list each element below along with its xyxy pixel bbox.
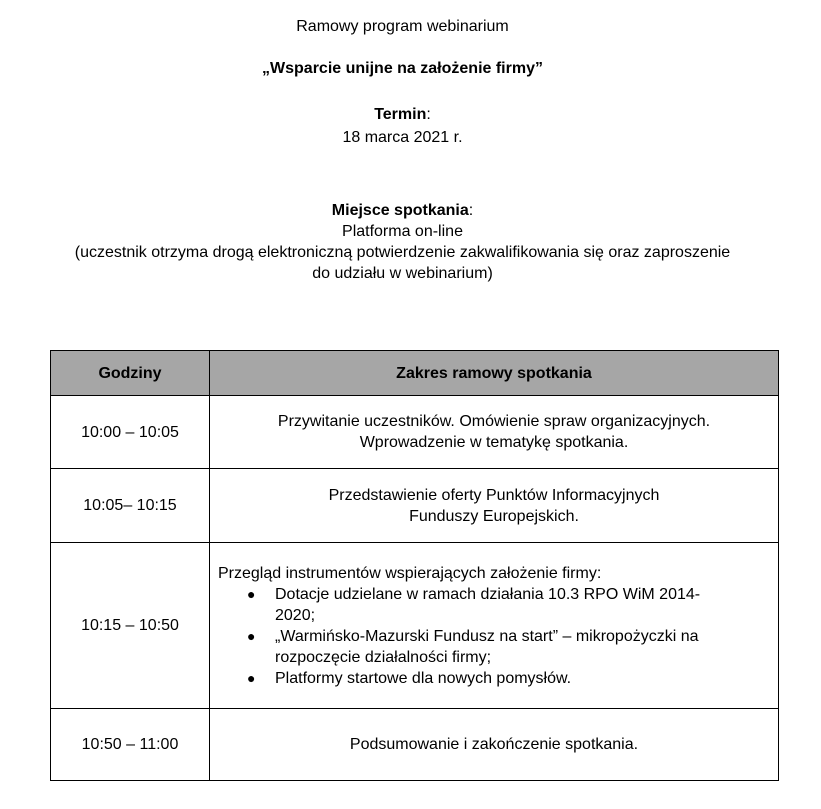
row-time: 10:00 – 10:05: [51, 396, 210, 469]
row-description: [210, 469, 779, 543]
bullet-icon: ●: [247, 669, 256, 686]
row-description: [210, 709, 779, 781]
list-item: [247, 626, 778, 668]
table-row: [51, 543, 779, 709]
term-date: 18 marca 2021 r.: [342, 129, 463, 146]
bullet-icon: ●: [247, 585, 256, 602]
row-description-line: Podsumowanie i zakończenie spotkania.: [349, 736, 639, 753]
place-heading: [0, 200, 805, 221]
place-note-line1: (uczestnik otrzyma drogą elektroniczną potwierdzenie zakwalifikowania się oraz zaproszenie: [74, 244, 731, 261]
list-item: [247, 584, 778, 626]
row-description-intro: Przegląd instrumentów wspierających założenie firmy:: [218, 564, 602, 582]
place-colon: :: [468, 202, 474, 219]
column-header-hours: Godziny: [51, 351, 210, 396]
row-description: [210, 543, 779, 709]
webinar-subtitle: Ramowy program webinarium: [296, 18, 509, 35]
row-description-line: Wprowadzenie w tematykę spotkania.: [359, 434, 629, 451]
list-item-line: 2020;: [275, 606, 316, 624]
instrument-list: [218, 584, 778, 689]
bullet-icon: ●: [247, 627, 256, 644]
list-item-line: Dotacje udzielane w ramach działania 10.3 RPO WiM 2014-: [275, 585, 701, 603]
row-time: 10:50 – 11:00: [51, 709, 210, 781]
list-item-line: „Warmińsko-Mazurski Fundusz na start” – mikropożyczki na: [275, 627, 699, 645]
table-row: [51, 469, 779, 543]
place-note-line2: do udziału w webinarium): [312, 265, 493, 282]
row-description: [210, 396, 779, 469]
table-row: [51, 396, 779, 469]
row-time: 10:05– 10:15: [51, 469, 210, 543]
table-header-row: [51, 351, 779, 396]
term-label: Termin: [374, 106, 427, 123]
list-item-line: rozpoczęcie działalności firmy;: [275, 648, 492, 666]
list-item-line: Platformy startowe dla nowych pomysłów.: [275, 669, 572, 687]
program-table: [50, 350, 779, 781]
row-description-line: Przywitanie uczestników. Omówienie spraw organizacyjnych.: [277, 413, 711, 430]
list-item: [247, 668, 778, 689]
term-colon: :: [426, 106, 431, 123]
place-value: Platforma on-line: [342, 223, 463, 240]
column-header-scope: Zakres ramowy spotkania: [210, 351, 779, 396]
row-description-line: Funduszy Europejskich.: [409, 507, 579, 525]
table-row: [51, 709, 779, 781]
place-label: Miejsce spotkania: [331, 202, 469, 219]
row-time: 10:15 – 10:50: [51, 543, 210, 709]
term-heading: [0, 104, 805, 125]
webinar-title: „Wsparcie unijne na założenie firmy”: [262, 60, 543, 77]
row-description-line: Przedstawienie oferty Punktów Informacyjnych: [328, 486, 660, 504]
